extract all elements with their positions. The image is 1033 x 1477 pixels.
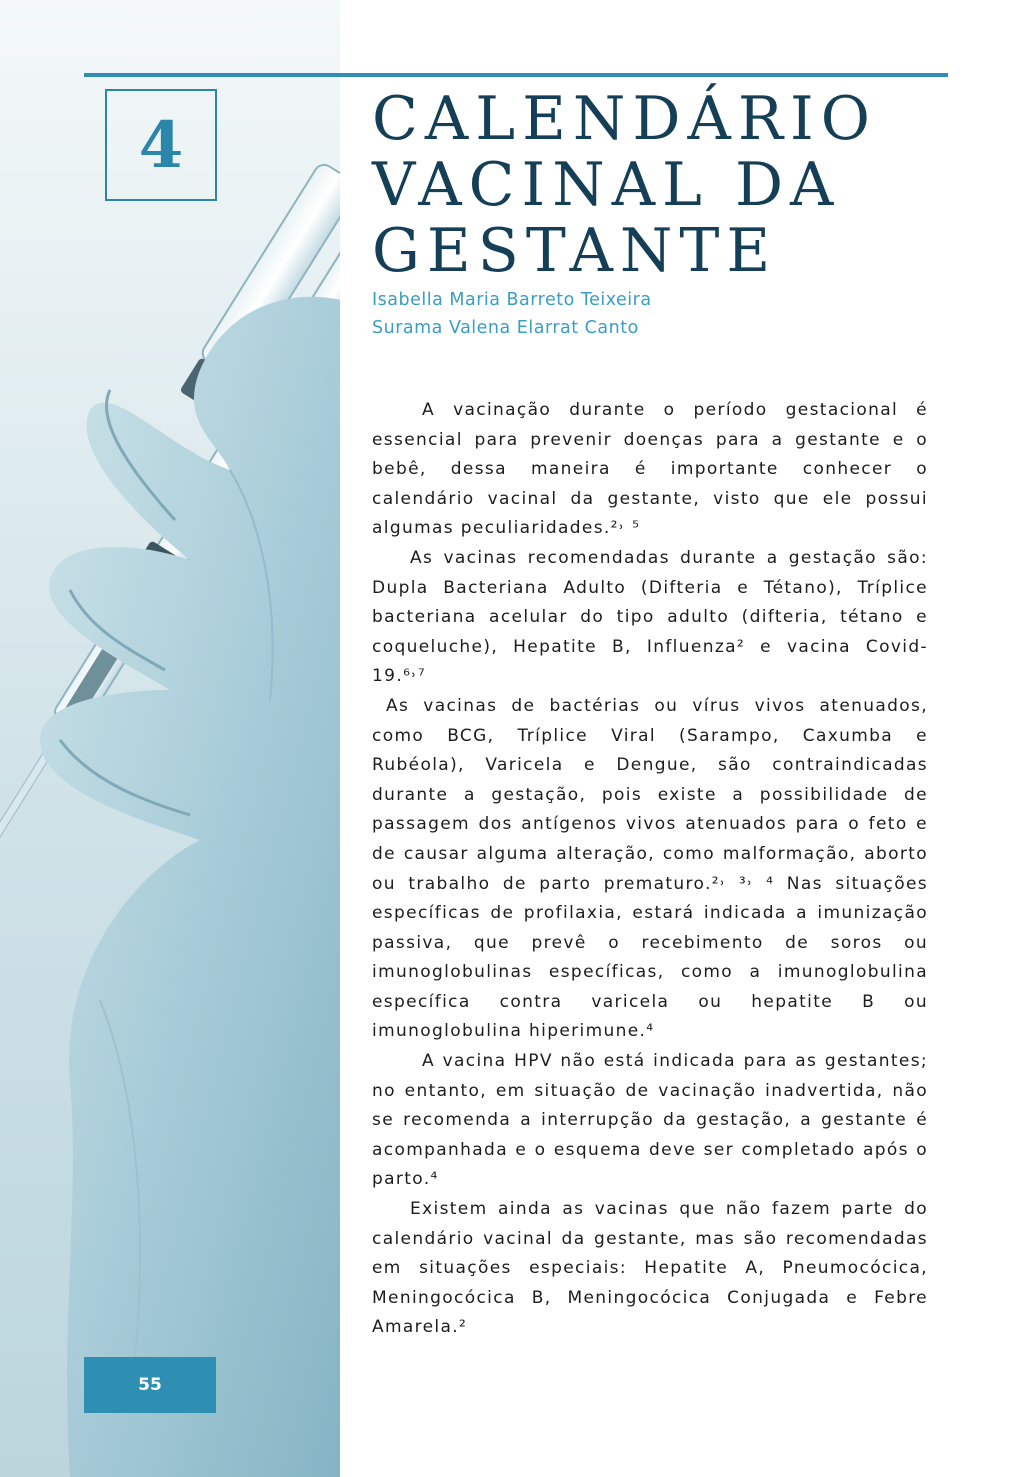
header-rule bbox=[84, 73, 948, 77]
cover-photo bbox=[0, 0, 340, 1477]
chapter-title bbox=[372, 86, 972, 284]
paragraph: As vacinas recomendadas durante a gestação são: Dupla Bacteriana Adulto (Difteria e Tétano), Tríplice bacteriana acelular do tipo adulto (difteria, tétano e coqueluche), Hepatite B, Influenza² e vacina Covid-19.⁶˒⁷ bbox=[372, 547, 928, 687]
chapter-number: 4 bbox=[138, 107, 184, 183]
gloved-hand-syringe-illustration bbox=[0, 0, 340, 1477]
chapter-number-box bbox=[105, 89, 217, 201]
author-name: Isabella Maria Barreto Teixeira bbox=[372, 290, 652, 310]
body-text bbox=[372, 396, 928, 1343]
author-list bbox=[372, 286, 652, 342]
title-line: VACINAL DA bbox=[372, 150, 841, 220]
title-line: GESTANTE bbox=[372, 216, 778, 286]
page-number-badge bbox=[84, 1357, 216, 1413]
author-name: Surama Valena Elarrat Canto bbox=[372, 318, 639, 338]
paragraph: As vacinas de bactérias ou vírus vivos atenuados, como BCG, Tríplice Viral (Sarampo, Caxumba e Rubéola), Varicela e Dengue, são contraindicadas durante a gestação, pois existe a possibilidade de passagem dos antígenos vivos atenuados para o feto e de causar alguma alteração, como malformação, aborto ou trabalho de parto prematuro.²˒ ³˒ ⁴ Nas situações específicas de profilaxia, estará indicada a imunização passiva, que prevê o recebimento de soros ou imunoglobulinas específicas, como a imunoglobulina específica contra varicela ou hepatite B ou imunoglobulina hiperimune.⁴ bbox=[372, 695, 928, 1042]
paragraph: A vacina HPV não está indicada para as gestantes; no entanto, em situação de vacinação inadvertida, não se recomenda a interrupção da gestação, a gestante é acompanhada e o esquema deve ser completado após o parto.⁴ bbox=[372, 1051, 928, 1190]
paragraph: A vacinação durante o período gestacional é essencial para prevenir doenças para a gestante e o bebê, dessa maneira é importante conhecer o calendário vacinal da gestante, visto que ele possui algumas peculiaridades.²˒ ⁵ bbox=[372, 400, 928, 539]
title-line: CALENDÁRIO bbox=[372, 84, 877, 154]
paragraph: Existem ainda as vacinas que não fazem parte do calendário vacinal da gestante, mas são recomendadas em situações especiais: Hepatite A, Pneumocócica, Meningocócica B, Meningocócica Conjugada e Febre Amarela.² bbox=[372, 1199, 928, 1338]
page-number: 55 bbox=[138, 1375, 162, 1395]
